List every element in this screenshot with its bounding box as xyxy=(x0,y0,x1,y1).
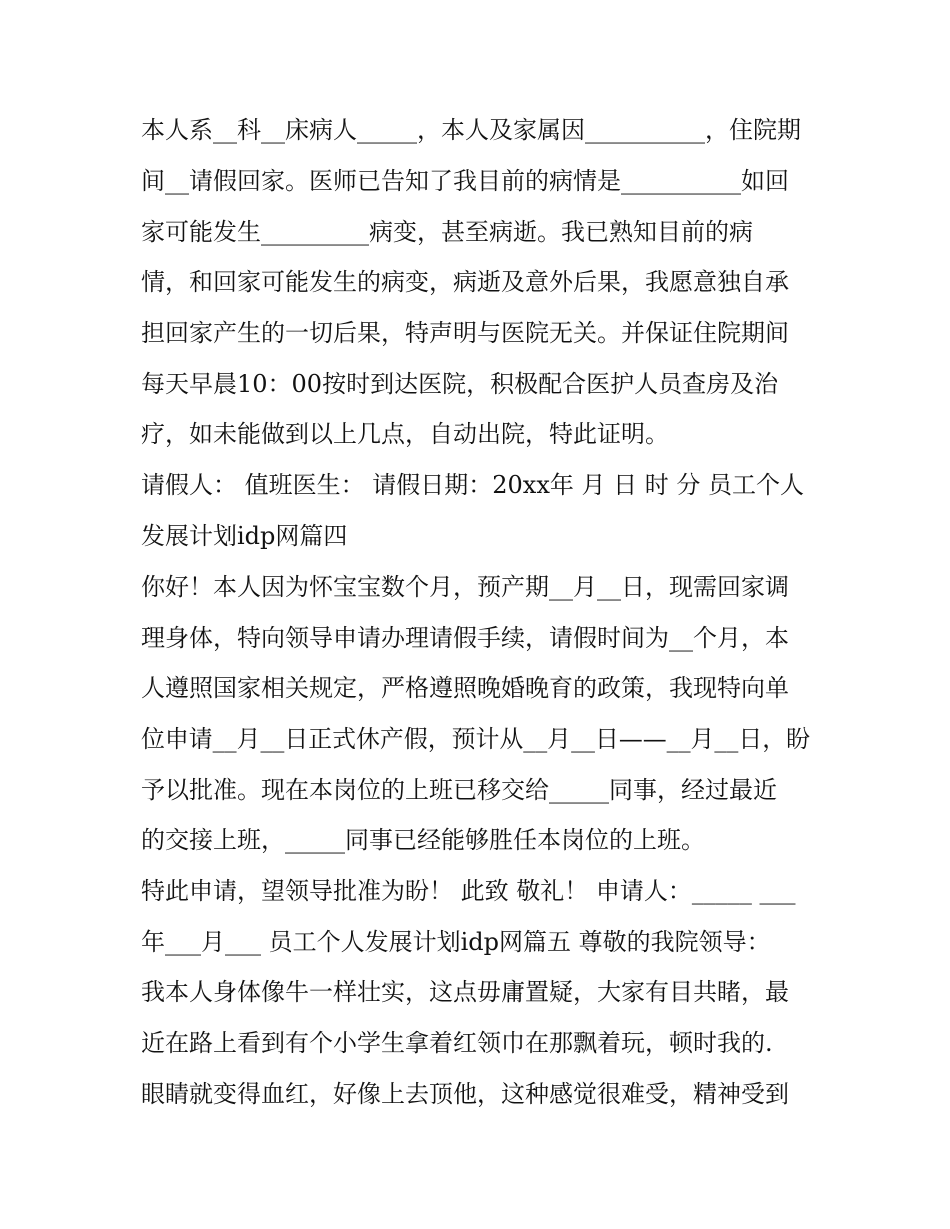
text-line: 人遵照国家相关规定，严格遵照晚婚晚育的政策，我现特向单 xyxy=(141,674,789,702)
text-line: 特此申请，望领导批准为盼！ 此致 敬礼！ 申请人：_____ ___ xyxy=(141,877,796,905)
text-line: 我本人身体像牛一样壮实，这点毋庸置疑，大家有目共睹，最 xyxy=(141,978,789,1006)
text-line: 发展计划idp网篇四 xyxy=(141,522,348,550)
text-line: 情，和回家可能发生的病变，病逝及意外后果，我愿意独自承 xyxy=(141,268,789,296)
text-line: 你好！本人因为怀宝宝数个月，预产期__月__日，现需回家调 xyxy=(141,573,789,601)
text-line: 眼睛就变得血红，好像上去顶他，这种感觉很难受，精神受到 xyxy=(141,1080,789,1108)
text-line: 本人系__科__床病人_____，本人及家属因__________，住院期 xyxy=(141,116,801,144)
text-line: 担回家产生的一切后果，特声明与医院无关。并保证住院期间 xyxy=(141,319,789,347)
text-line: 理身体，特向领导申请办理请假手续，请假时间为__个月，本 xyxy=(141,624,789,652)
text-line: 间__请假回家。医师已告知了我目前的病情是__________如回 xyxy=(141,167,789,195)
text-line: 的交接上班，_____同事已经能够胜任本岗位的上班。 xyxy=(141,826,705,854)
text-line: 年___月___ 员工个人发展计划idp网篇五 尊敬的我院领导： xyxy=(141,928,771,956)
text-line: 疗，如未能做到以上几点，自动出院，特此证明。 xyxy=(141,420,669,448)
text-line: 近在路上看到有个小学生拿着红领巾在那飘着玩，顿时我的. xyxy=(141,1029,773,1057)
text-line: 请假人： 值班医生： 请假日期：20xx年 月 日 时 分 员工个人 xyxy=(141,471,805,499)
text-line: 每天早晨10：00按时到达医院，积极配合医护人员查房及治 xyxy=(141,370,779,398)
text-line: 予以批准。现在本岗位的上班已移交给_____同事，经过最近 xyxy=(141,776,777,804)
text-line: 位申请__月__日正式休产假，预计从__月__日——__月__日，盼 xyxy=(141,725,810,753)
text-line: 家可能发生_________病变，甚至病逝。我已熟知目前的病 xyxy=(141,218,753,246)
